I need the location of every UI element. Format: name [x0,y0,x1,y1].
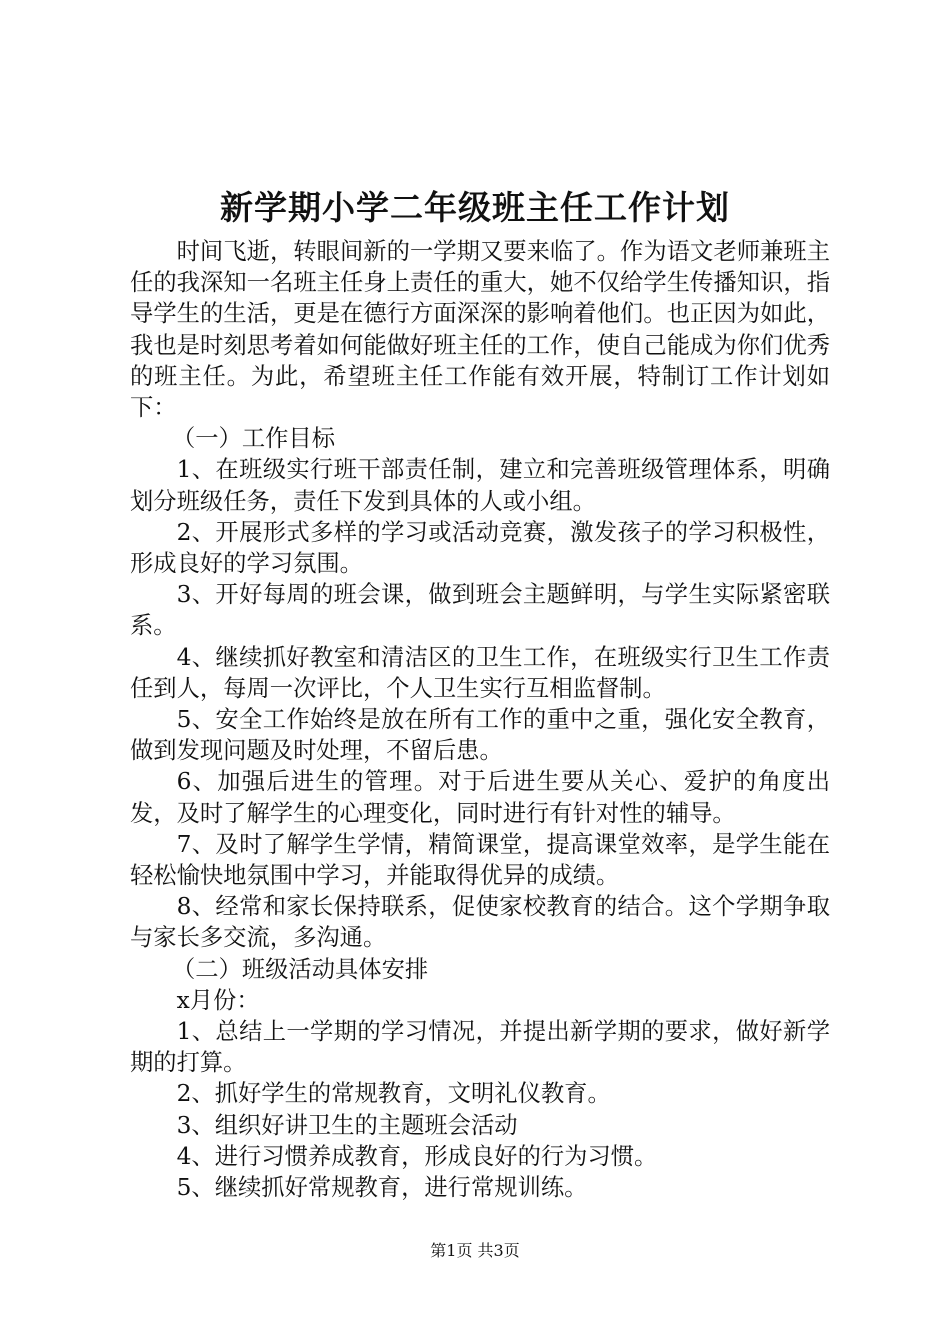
month-label: x月份： [176,986,260,1014]
goal-item: 3、开好每周的班会课，做到班会主题鲜明，与学生实际紧密联系。 [130,581,830,640]
document-body [130,236,830,1203]
activity-item: 4、进行习惯养成教育，形成良好的行为习惯。 [176,1142,658,1170]
activity-item: 5、继续抓好常规教育，进行常规训练。 [176,1174,588,1202]
activity-item: 3、组织好讲卫生的主题班会活动 [176,1111,518,1139]
section-heading-activities: （二）班级活动具体安排 [171,955,429,983]
goal-item: 5、安全工作始终是放在所有工作的重中之重，强化安全教育，做到发现问题及时处理，不留后患。 [130,706,830,765]
goal-item: 7、及时了解学生学情，精简课堂，提高课堂效率，是学生能在轻松愉快地氛围中学习，并能取得优异的成绩。 [130,830,830,890]
goal-item: 6、加强后进生的管理。对于后进生要从关心、爱护的角度出发，及时了解学生的心理变化，同时进行有针对性的辅导。 [130,768,830,827]
goal-item: 2、开展形式多样的学习或活动竞赛，激发孩子的学习积极性，形成良好的学习氛围。 [130,518,830,578]
intro-paragraph: 时间飞逝，转眼间新的一学期又要来临了。作为语文老师兼班主任的我深知一名班主任身上责任的重大，她不仅给学生传播知识，指导学生的生活，更是在德行方面深深的影响着他们。也正因为如此，我也是时刻思考着如何能做好班主任的工作，使自己能成为你们优秀的班主任。为此，希望班主任工作能有效开展，特制订工作计划如下： [130,238,830,422]
goal-item: 8、经常和家长保持联系，促使家校教育的结合。这个学期争取与家长多交流，多沟通。 [130,893,830,952]
goal-item: 1、在班级实行班干部责任制，建立和完善班级管理体系，明确划分班级任务，责任下发到具体的人或小组。 [130,456,830,515]
goal-item: 4、继续抓好教室和清洁区的卫生工作，在班级实行卫生工作责任到人，每周一次评比，个人卫生实行互相监督制。 [130,643,830,702]
activity-item: 1、总结上一学期的学习情况，并提出新学期的要求，做好新学期的打算。 [130,1018,830,1077]
activity-item: 2、抓好学生的常规教育，文明礼仪教育。 [176,1080,611,1108]
document-title: 新学期小学二年级班主任工作计划 [220,188,730,227]
page-footer: 第1页 共3页 [430,1241,520,1260]
section-heading-goals: （一）工作目标 [171,425,336,453]
